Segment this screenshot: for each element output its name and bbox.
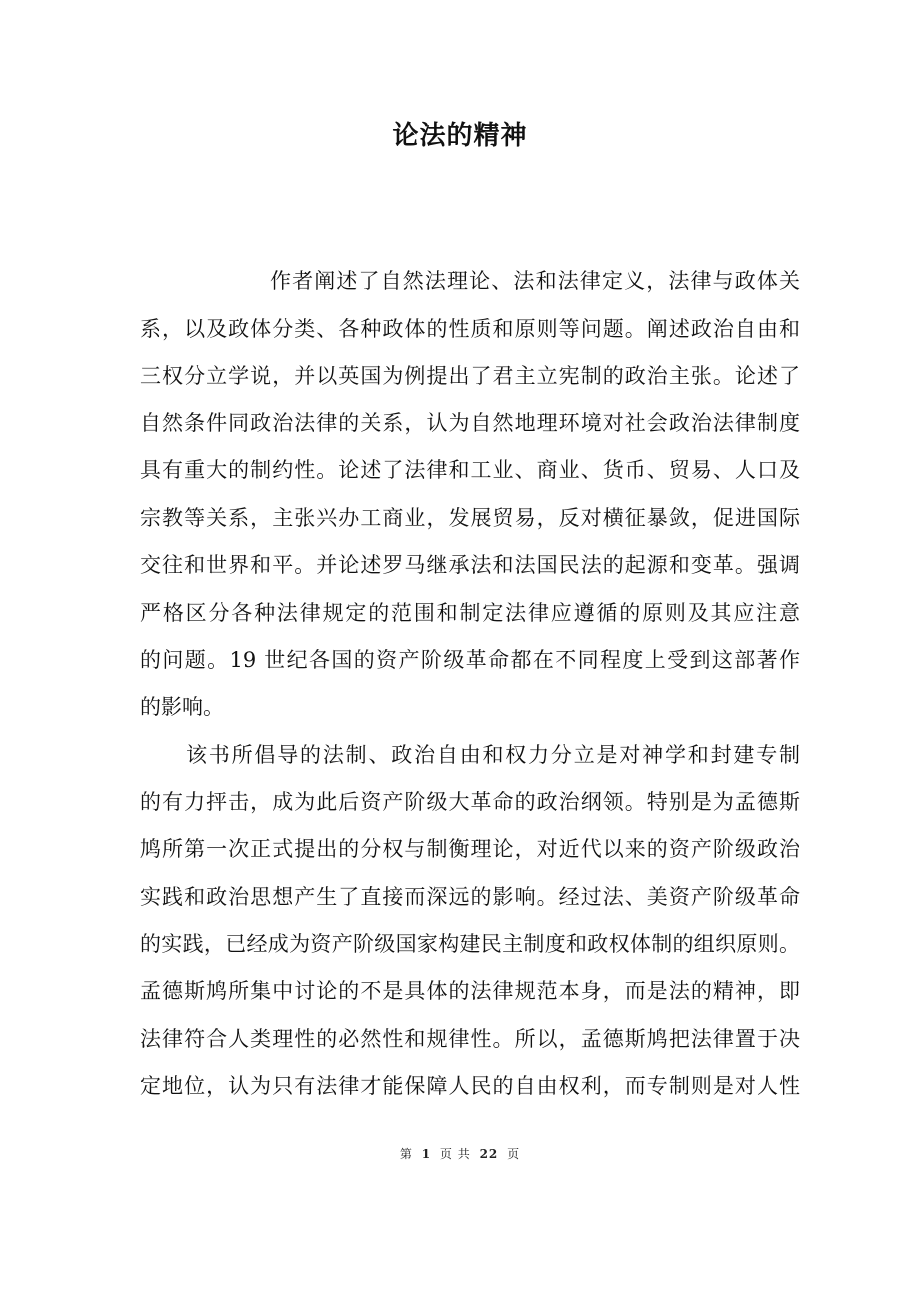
paragraph-2-line-4: 实践和政治思想产生了直接而深远的影响。经过法、美资产阶级革命 — [140, 885, 800, 909]
paragraph-2-line-3: 鸠所第一次正式提出的分权与制衡理论，对近代以来的资产阶级政治 — [140, 837, 800, 861]
paragraph-1-line-7: 交往和世界和平。并论述罗马继承法和法国民法的起源和变革。强调 — [140, 553, 800, 577]
paragraph-1-line-9: 的问题。19 世纪各国的资产阶级革命都在不同程度上受到这部著作 — [140, 648, 800, 672]
paragraph-2-line-7: 法律符合人类理性的必然性和规律性。所以，孟德斯鸠把法律置于决 — [140, 1027, 800, 1051]
paragraph-1-line-8: 严格区分各种法律规定的范围和制定法律应遵循的原则及其应注意 — [140, 601, 800, 625]
footer-suffix: 页 — [507, 1147, 521, 1161]
paragraph-1-line-6: 宗教等关系，主张兴办工商业，发展贸易，反对横征暴敛，促进国际 — [140, 506, 800, 530]
paragraph-2-line-1: 该书所倡导的法制、政治自由和权力分立是对神学和封建专制 — [186, 743, 800, 767]
paragraph-2-line-6: 孟德斯鸠所集中讨论的不是具体的法律规范本身，而是法的精神，即 — [140, 979, 800, 1003]
paragraph-1-line-3: 三权分立学说，并以英国为例提出了君主立宪制的政治主张。论述了 — [140, 364, 800, 388]
paragraph-1-line-2: 系，以及政体分类、各种政体的性质和原则等问题。阐述政治自由和 — [140, 317, 800, 341]
page-title: 论法的精神 — [392, 121, 528, 151]
paragraph-2-line-5: 的实践，已经成为资产阶级国家构建民主制度和政权体制的组织原则。 — [140, 932, 800, 956]
footer-prefix: 第 — [399, 1147, 413, 1161]
paragraph-1-line-1: 作者阐述了自然法理论、法和法律定义，法律与政体关 — [270, 269, 800, 293]
paragraph-1-line-10: 的影响。 — [140, 695, 224, 719]
page-footer — [0, 1144, 920, 1164]
paragraph-2-line-8: 定地位，认为只有法律才能保障人民的自由权利，而专制则是对人性 — [140, 1074, 800, 1098]
paragraph-1-line-5: 具有重大的制约性。论述了法律和工业、商业、货币、贸易、人口及 — [140, 458, 800, 482]
paragraph-1-line-4: 自然条件同政治法律的关系，认为自然地理环境对社会政治法律制度 — [140, 411, 800, 435]
footer-middle: 页 共 — [439, 1147, 471, 1161]
footer-page-number: 1 — [421, 1147, 432, 1161]
paragraph-2-line-2: 的有力抨击，成为此后资产阶级大革命的政治纲领。特别是为孟德斯 — [140, 790, 800, 814]
footer-total-pages: 22 — [479, 1147, 499, 1161]
